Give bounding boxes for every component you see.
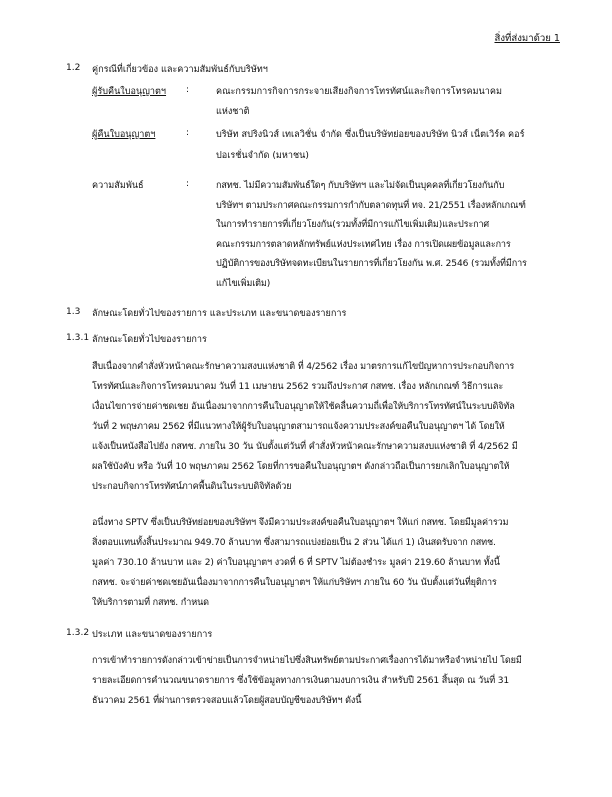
relationship-line: แก้ไขเพิ่มเติม) xyxy=(216,279,271,289)
section-1-3-1-number: 1.3.1 xyxy=(66,333,90,343)
section-1-3-title: ลักษณะโดยทั่วไปของรายการ และประเภท และขนาดของรายการ xyxy=(92,309,347,319)
licence-recipient-line: แห่งชาติ xyxy=(216,107,250,117)
licence-recipient-line: คณะกรรมการกิจการกระจายเสียงกิจการโทรทัศน์และกิจการโทรคมนาคม xyxy=(216,87,502,97)
licence-returner-colon: : xyxy=(186,128,190,138)
section-1-2-number: 1.2 xyxy=(66,63,81,73)
relationship-colon: : xyxy=(186,179,190,189)
attachment-label: สิ่งที่ส่งมาด้วย 1 xyxy=(494,33,560,44)
licence-recipient-colon: : xyxy=(186,85,190,95)
paragraph-line: อนึ่งทาง SPTV ซึ่งเป็นบริษัทย่อยของบริษัทฯ จึงมีความประสงค์ขอคืนใบอนุญาตฯ ให้แก่ กสทช. โดยมีมูลค่ารวม xyxy=(92,518,509,528)
paragraph-line: สืบเนื่องจากคำสั่งหัวหน้าคณะรักษาความสงบแห่งชาติ ที่ 4/2562 เรื่อง มาตรการแก้ไขปัญหาการประกอบกิจการ xyxy=(92,362,515,372)
section-1-3-number: 1.3 xyxy=(66,307,81,317)
section-1-3-1-title: ลักษณะโดยทั่วไปของรายการ xyxy=(92,335,207,345)
section-1-3-2-title: ประเภท และขนาดของรายการ xyxy=(92,630,213,640)
paragraph-line: รายละเอียดการคำนวณขนาดรายการ ซึ่งใช้ข้อมูลทางการเงินตามงบการเงิน สำหรับปี 2561 สิ้นสุด ณ วันที่ 31 xyxy=(92,676,510,686)
paragraph-line: การเข้าทำรายการดังกล่าวเข้าข่ายเป็นการจำหน่ายไปซึ่งสินทรัพย์ตามประกาศเรื่องการได้มาหรือจำหน่ายไป โดยมี xyxy=(92,656,522,666)
paragraph-line: ประกอบกิจการโทรทัศน์ภาคพื้นดินในระบบดิจิทัลด้วย xyxy=(92,482,292,492)
relationship-line: ในการทำรายการที่เกี่ยวโยงกัน(รวมทั้งที่มีการแก้ไขเพิ่มเติม)และประกาศ xyxy=(216,220,490,230)
paragraph-line: ธันวาคม 2561 ที่ผ่านการตรวจสอบแล้วโดยผู้สอบบัญชีของบริษัทฯ ดังนี้ xyxy=(92,696,362,706)
paragraph-line: ให้บริการตามที่ กสทช. กำหนด xyxy=(92,598,209,608)
relationship-label: ความสัมพันธ์ xyxy=(92,181,144,191)
paragraph-line: วันที่ 2 พฤษภาคม 2562 ที่มีแนวทางให้ผู้รับใบอนุญาตสามารถแจ้งความประสงค์ขอคืนใบอนุญาตฯ ได้ โดยให้ xyxy=(92,422,505,432)
relationship-line: ปฏิบัติการของบริษัทจดทะเบียนในรายการที่เกี่ยวโยงกัน พ.ศ. 2546 (รวมทั้งที่มีการ xyxy=(216,259,527,269)
section-1-2-title: คู่กรณีที่เกี่ยวข้อง และความสัมพันธ์กับบริษัทฯ xyxy=(92,65,268,75)
licence-returner-line: บริษัท สปริงนิวส์ เทเลวิชั่น จำกัด ซึ่งเป็นบริษัทย่อยของบริษัท นิวส์ เน็ตเวิร์ค คอร์ xyxy=(216,130,525,140)
paragraph-line: กสทช. จะจ่ายค่าชดเชยอันเนื่องมาจากการคืนใบอนุญาตฯ ให้แก่บริษัทฯ ภายใน 60 วัน นับตั้งแต่วันที่ยุติการ xyxy=(92,578,497,588)
licence-returner-label: ผู้คืนใบอนุญาตฯ xyxy=(92,130,156,140)
relationship-line: บริษัทฯ ตามประกาศคณะกรรมการกำกับตลาดทุนที่ ทจ. 21/2551 เรื่องหลักเกณฑ์ xyxy=(216,201,526,211)
paragraph-line: มูลค่า 730.10 ล้านบาท และ 2) ค่าใบอนุญาตฯ งวดที่ 6 ที่ SPTV ไม่ต้องชำระ มูลค่า 219.60 ล้านบาท ทั้งนี้ xyxy=(92,558,500,568)
section-1-3-2-number: 1.3.2 xyxy=(66,628,90,638)
relationship-line: กสทช. ไม่มีความสัมพันธ์ใดๆ กับบริษัทฯ และไม่จัดเป็นบุคคลที่เกี่ยวโยงกันกับ xyxy=(216,181,505,191)
paragraph-line: สิ่งตอบแทนทั้งสิ้นประมาณ 949.70 ล้านบาท ซึ่งสามารถแบ่งย่อยเป็น 2 ส่วน ได้แก่ 1) เงินสดรับจาก กสทช. xyxy=(92,538,496,548)
relationship-line: คณะกรรมการตลาดหลักทรัพย์แห่งประเทศไทย เรื่อง การเปิดเผยข้อมูลและการ xyxy=(216,240,511,250)
paragraph-line: เงื่อนไขการจ่ายค่าชดเชย อันเนื่องมาจากการคืนใบอนุญาตให้ใช้คลื่นความถี่เพื่อให้บริการโทรทัศน์ในระบบดิจิทัล xyxy=(92,402,515,412)
licence-recipient-label: ผู้รับคืนใบอนุญาตฯ xyxy=(92,87,167,97)
licence-returner-line: ปอเรชั่นจำกัด (มหาชน) xyxy=(216,151,309,161)
paragraph-line: แจ้งเป็นหนังสือไปยัง กสทช. ภายใน 30 วัน นับตั้งแต่วันที่ คำสั่งหัวหน้าคณะรักษาความสงบแห่งชาติ ที่ 4/2562 มี xyxy=(92,442,518,452)
paragraph-line: ผลใช้บังคับ หรือ วันที่ 10 พฤษภาคม 2562 โดยที่การขอคืนใบอนุญาตฯ ดังกล่าวถือเป็นการยกเลิกใบอนุญาตให้ xyxy=(92,462,510,472)
paragraph-line: โทรทัศน์และกิจการโทรคมนาคม วันที่ 11 เมษายน 2562 รวมถึงประกาศ กสทช. เรื่อง หลักเกณฑ์ วิธีการและ xyxy=(92,382,504,392)
